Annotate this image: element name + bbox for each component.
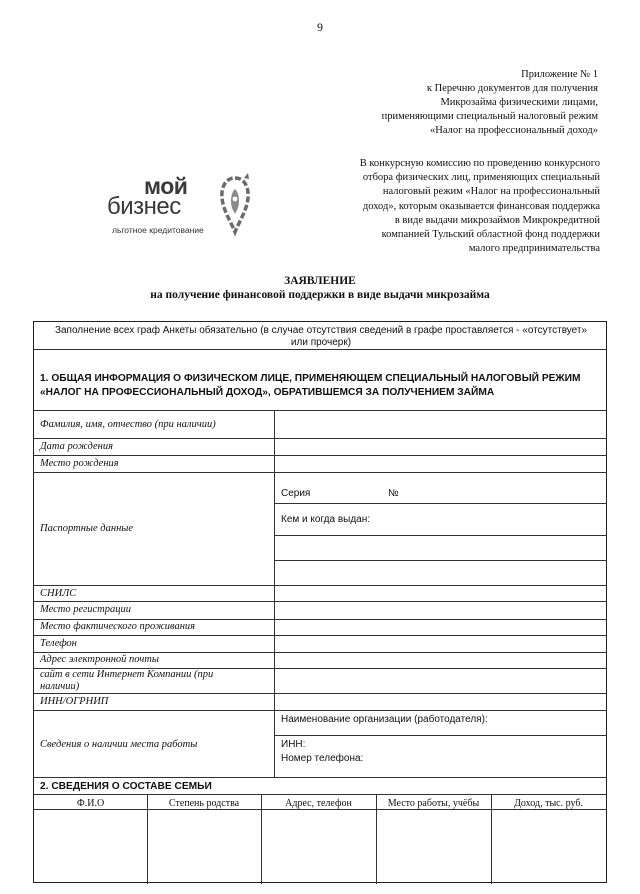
registration-input[interactable] xyxy=(275,602,606,618)
birth-place-input[interactable] xyxy=(275,456,606,471)
instruction-line: или прочерк) xyxy=(290,337,352,348)
family-cell-input[interactable] xyxy=(492,811,605,883)
section-2-heading: 2. СВЕДЕНИЯ О СОСТАВЕ СЕМЬИ xyxy=(40,781,212,792)
row-divider xyxy=(34,349,606,350)
title-main: ЗАЯВЛЕНИЕ xyxy=(284,275,356,287)
family-cell-input[interactable] xyxy=(262,811,375,883)
column-header-address: Адрес, телефон xyxy=(285,798,352,809)
section-1-heading xyxy=(40,372,600,399)
phone-input[interactable] xyxy=(275,636,606,651)
family-cell-input[interactable] xyxy=(377,811,490,883)
commission-line: компанией Тульский областной фонд поддержки xyxy=(381,229,600,241)
label-fio: Фамилия, имя, отчество (при наличии) xyxy=(40,419,216,430)
inn-input[interactable] xyxy=(275,694,606,709)
residence-input[interactable] xyxy=(275,620,606,634)
page-number: 9 xyxy=(317,20,323,34)
column-header-work: Место работы, учёбы xyxy=(387,798,480,809)
appendix-line: к Перечню документов для получения xyxy=(426,83,598,94)
title-sub: на получение финансовой поддержки в виде выдачи микрозайма xyxy=(150,289,490,301)
section-heading-line: 1. ОБЩАЯ ИНФОРМАЦИЯ О ФИЗИЧЕСКОМ ЛИЦЕ, ПРИМЕНЯЮЩЕМ СПЕЦИАЛЬНЫЙ НАЛОГОВЫЙ РЕЖИМ xyxy=(40,373,581,384)
label-registration: Место регистрации xyxy=(40,604,131,615)
label-website xyxy=(40,669,213,693)
commission-line: малого предпринимательства xyxy=(468,243,600,255)
appendix-header xyxy=(298,68,598,138)
form-instruction xyxy=(34,325,608,349)
passport-issued-label: Кем и когда выдан: xyxy=(281,514,371,525)
label-inn: ИНН/ОГРНИП xyxy=(40,696,109,707)
logo-word-biznes: бизнес xyxy=(107,193,181,220)
fio-input[interactable] xyxy=(275,411,606,437)
row-divider xyxy=(34,777,606,778)
work-details-input[interactable] xyxy=(275,736,606,776)
passport-series-input[interactable] xyxy=(275,473,606,502)
commission-line: в виде выдачи микрозаймов Микрокредитной xyxy=(394,214,600,226)
work-org-label: Наименование организации (работодателя): xyxy=(281,714,488,725)
work-org-input[interactable] xyxy=(275,711,606,734)
label-website-line: сайт в сети Интернет Компании (при xyxy=(40,669,214,680)
column-header-fio: Ф.И.О xyxy=(76,798,105,809)
instruction-line: Заполнение всех граф Анкеты обязательно (в случае отсутствия сведений в графе проставляется - «отсутствует» xyxy=(54,325,588,336)
work-inn-label: ИНН: xyxy=(281,739,306,750)
section-heading-line: «НАЛОГ НА ПРОФЕССИОНАЛЬНЫЙ ДОХОД», ОБРАТИВШЕМСЯ ЗА ПОЛУЧЕНИЕМ ЗАЙМА xyxy=(40,386,495,398)
commission-line: отбора физических лиц, применяющих специальный xyxy=(362,172,600,184)
work-phone-label: Номер телефона: xyxy=(281,753,364,764)
rocket-pin-icon xyxy=(218,172,252,238)
birth-date-input[interactable] xyxy=(275,439,606,454)
logo-tagline: льготное кредитование xyxy=(112,225,204,235)
moi-biznes-logo xyxy=(107,172,257,242)
commission-line: налоговый режим «Налог на профессиональный xyxy=(382,186,600,198)
label-phone: Телефон xyxy=(40,638,77,649)
appendix-line: Микрозайма физическими лицами, xyxy=(440,97,598,108)
appendix-line: «Налог на профессиональный доход» xyxy=(430,125,598,136)
appendix-line: Приложение № 1 xyxy=(521,69,598,80)
snils-input[interactable] xyxy=(275,586,606,600)
column-header-income: Доход, тыс. руб. xyxy=(514,798,583,809)
label-snils: СНИЛС xyxy=(40,588,77,599)
row-divider xyxy=(34,794,606,795)
email-input[interactable] xyxy=(275,653,606,667)
commission-line: доход», которым оказывается финансовая поддержка xyxy=(362,200,600,212)
label-email: Адрес электронной почты xyxy=(40,654,159,665)
passport-series-label: Серия xyxy=(281,488,311,499)
label-passport: Паспортные данные xyxy=(40,523,134,534)
label-residence: Место фактического проживания xyxy=(40,621,196,632)
passport-issued-input[interactable] xyxy=(275,504,606,584)
column-header-relation: Степень родства xyxy=(168,798,240,809)
passport-number-label: № xyxy=(388,488,399,499)
label-birth-place: Место рождения xyxy=(40,458,119,469)
commission-line: В конкурсную комиссию по проведению конкурсного xyxy=(359,158,600,169)
website-input[interactable] xyxy=(275,669,606,692)
label-work: Сведения о наличии места работы xyxy=(40,739,198,750)
label-birth-date: Дата рождения xyxy=(40,441,113,452)
family-cell-input[interactable] xyxy=(35,811,146,883)
document-title xyxy=(0,274,640,302)
application-form-table xyxy=(33,321,607,883)
label-website-line: наличии) xyxy=(40,681,80,692)
logo-word-moi: мой xyxy=(144,173,188,199)
commission-address xyxy=(310,157,600,256)
family-cell-input[interactable] xyxy=(148,811,260,883)
appendix-line: применяющими специальный налоговый режим xyxy=(381,111,598,122)
